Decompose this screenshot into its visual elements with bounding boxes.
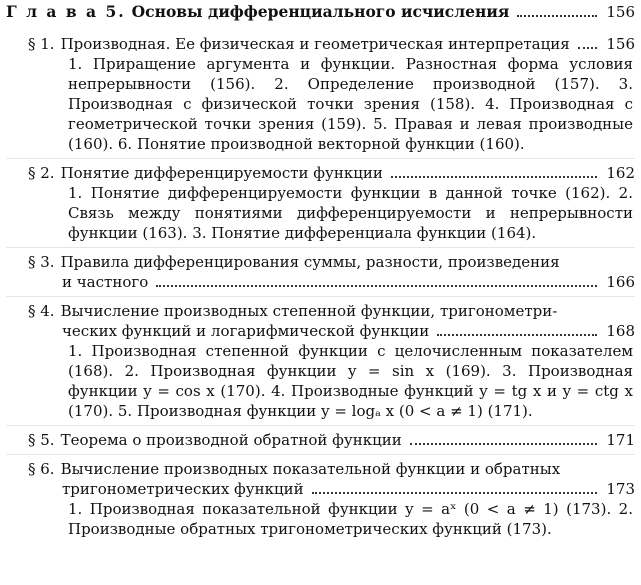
section-number: § 3. xyxy=(28,253,55,271)
section-title: Вычисление производных степенной функции, тригонометри- xyxy=(60,302,558,320)
section-heading xyxy=(28,163,635,183)
section-6 xyxy=(6,459,635,543)
dot-leader xyxy=(391,176,597,178)
section-page-number: 168 xyxy=(606,322,635,340)
section-number: § 2. xyxy=(28,164,55,182)
section-title: Производная. Ее физическая и геометрическая интерпретация xyxy=(60,35,570,53)
section-title: Понятие дифференцируемости функции xyxy=(60,164,383,182)
section-1 xyxy=(6,34,635,159)
subsection-list: 1. Производная показательной функции y = aˣ (0 < a ≠ 1) (173). 2. Производные обратных тригонометрических функций (173). xyxy=(68,500,633,538)
dot-leader xyxy=(156,285,597,287)
dot-leader xyxy=(312,492,597,494)
dot-leader xyxy=(517,15,597,17)
section-heading-continued xyxy=(28,272,635,292)
section-5 xyxy=(6,430,635,455)
section-page-number: 171 xyxy=(606,431,635,449)
subsection-list: 1. Приращение аргумента и функции. Разностная форма условия непрерывности (156). 2. Определение производной (157). 3. Производная с физической точки зрения (158). 4. Производная с геометрической точки зрения (159). 5. Правая и левая производные (160). 6. Понятие производной векторной функции (160). xyxy=(68,55,633,153)
chapter-label: Г л а в а 5. xyxy=(6,2,126,21)
section-heading xyxy=(28,459,635,479)
section-3 xyxy=(6,252,635,297)
section-title: Теорема о производной обратной функции xyxy=(60,431,402,449)
chapter-page-number: 156 xyxy=(606,3,635,21)
chapter-title: Основы дифференциального исчисления xyxy=(131,2,510,21)
section-4 xyxy=(6,301,635,426)
section-page-number: 173 xyxy=(606,480,635,498)
section-heading xyxy=(28,301,635,321)
section-2 xyxy=(6,163,635,248)
dot-leader xyxy=(410,443,597,445)
section-title: Правила дифференцирования суммы, разности, произведения xyxy=(60,253,560,271)
section-page-number: 162 xyxy=(606,164,635,182)
section-heading xyxy=(28,252,635,272)
section-number: § 5. xyxy=(28,431,55,449)
section-title: Вычисление производных показательной функции и обратных xyxy=(60,460,561,478)
section-heading xyxy=(28,430,635,450)
section-number: § 6. xyxy=(28,460,55,478)
section-number: § 4. xyxy=(28,302,55,320)
section-page-number: 166 xyxy=(606,273,635,291)
dot-leader xyxy=(578,47,597,49)
section-heading xyxy=(28,34,635,54)
section-heading-continued xyxy=(28,479,635,499)
section-title-continued: и частного xyxy=(62,273,149,291)
section-number: § 1. xyxy=(28,35,55,53)
section-page-number: 156 xyxy=(606,35,635,53)
section-title-continued: ческих функций и логарифмической функции xyxy=(62,322,430,340)
subsection-list: 1. Производная степенной функции с целочисленным показателем (168). 2. Производная функции y = sin x (169). 3. Производная функции y = cos x (170). 4. Производные функций y = tg x и y = ctg x (170). 5. Производная функции y = logₐ x (0 < a ≠ 1) (171). xyxy=(68,342,633,420)
chapter-heading xyxy=(6,2,635,22)
section-title-continued: тригонометрических функций xyxy=(62,480,304,498)
section-heading-continued xyxy=(28,321,635,341)
dot-leader xyxy=(437,334,597,336)
subsection-list: 1. Понятие дифференцируемости функции в данной точке (162). 2. Связь между понятиями дифференцируемости и непрерывности функции (163). 3. Понятие дифференциала функции (164). xyxy=(68,184,633,242)
